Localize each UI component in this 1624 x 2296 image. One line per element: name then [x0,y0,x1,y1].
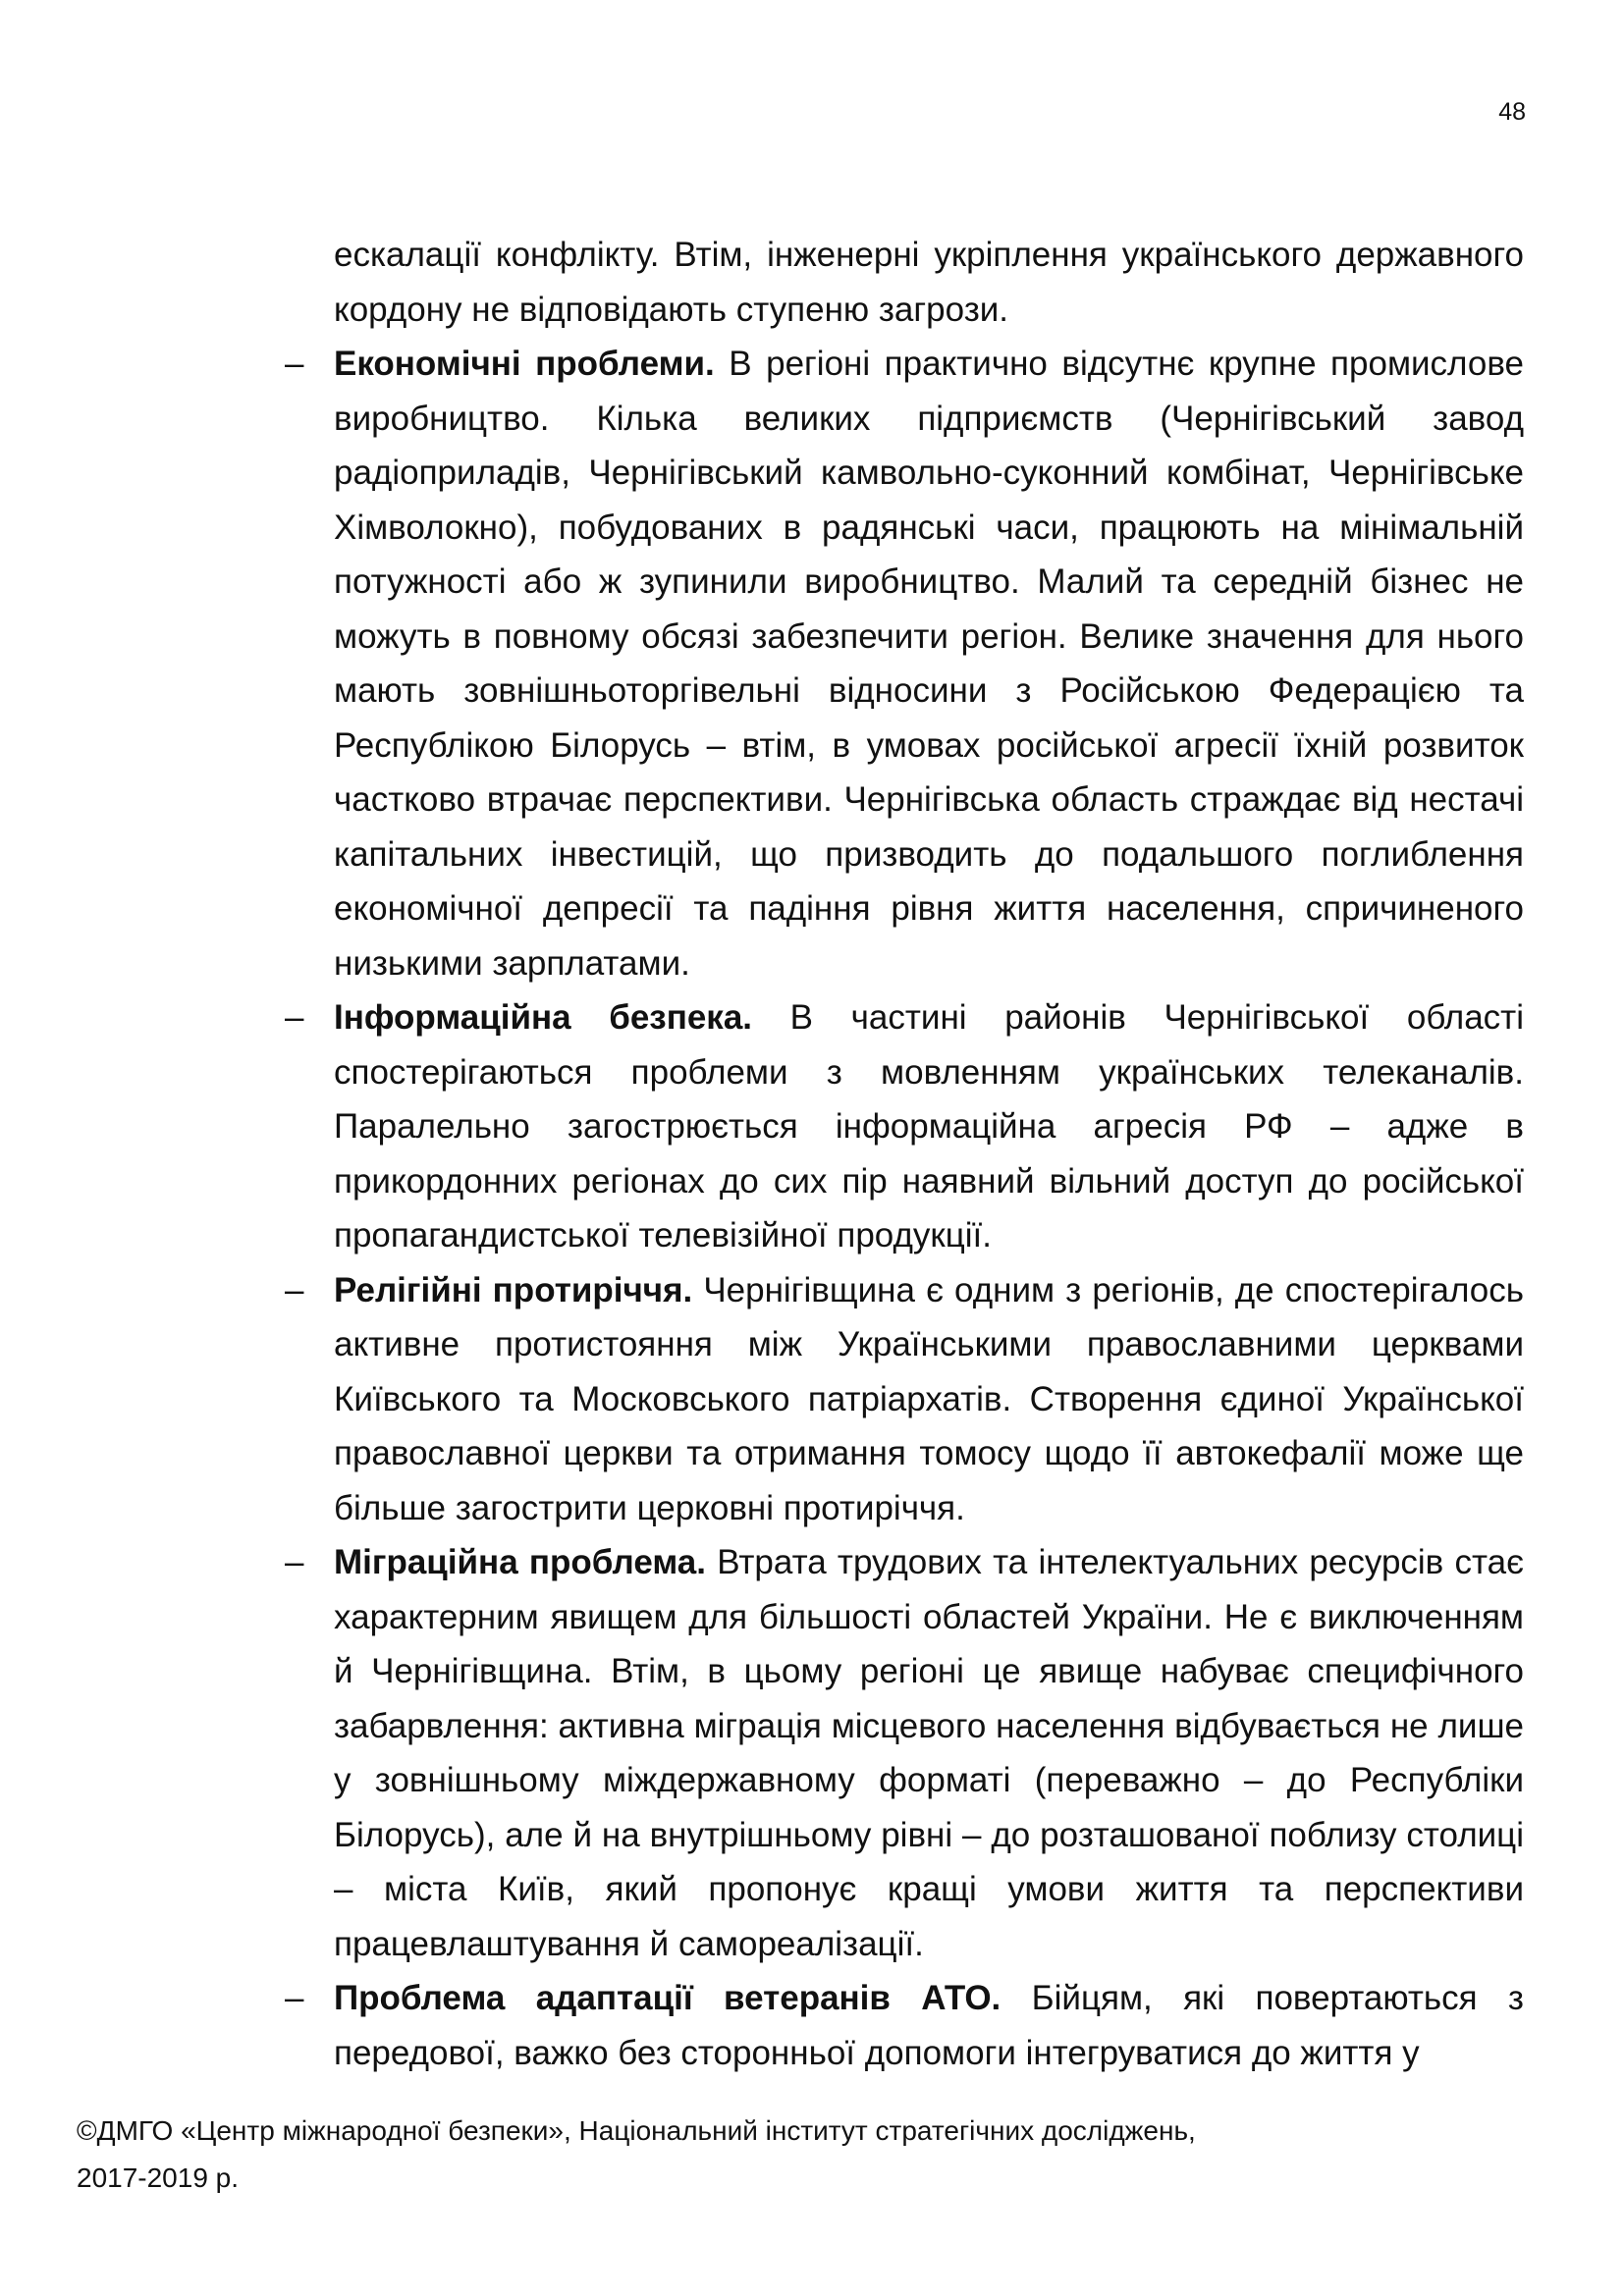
document-body [285,228,1524,2080]
page-footer [77,2108,1549,2202]
list-item-migration [285,1535,1524,1971]
item-title: Міграційна проблема. [334,1543,706,1581]
dash-bullet: – [285,998,304,1037]
dash-bullet: – [285,345,304,383]
problems-list [285,337,1524,2080]
footer-copyright: ©ДМГО «Центр міжнародної безпеки», Національний інститут стратегічних досліджень, [77,2115,1196,2146]
page-number: 48 [1498,98,1526,126]
list-item-veterans [285,1971,1524,2080]
item-title: Економічні проблеми. [334,345,715,383]
list-item-information [285,990,1524,1263]
footer-years: 2017-2019 р. [77,2163,240,2193]
item-text: Втрата трудових та інтелектуальних ресурсів стає характерним явищем для більшості областей України. Не є виключенням й Чернігівщина. Втім, в цьому регіоні це явище набуває специфічного забарвлення: активна міграція місцевого населення відбувається не лише у зовнішньому міждержавному форматі (переважно – до Республіки Білорусь), але й на внутрішньому рівні – до розташованої поблизу столиці – міста Київ, який пропонує кращі умови життя та перспективи працевлаштування й самореалізації. [334,1543,1524,1963]
item-text: Бійцям, які повертаються з передової, важко без сторонньої допомоги інтегруватися до життя у [334,1979,1524,2072]
dash-bullet: – [285,1270,304,1309]
item-title: Релігійні протиріччя. [334,1270,693,1309]
list-item-religious [285,1263,1524,1536]
item-text: В регіоні практично відсутнє крупне промислове виробництво. Кілька великих підприємств (Чернігівський завод радіоприладів, Чернігівський камвольно-суконний комбінат, Чернігівське Хімволокно), побудованих в радянські часи, працюють на мінімальній потужності або ж зупинили виробництво. Малий та середній бізнес не можуть в повному обсязі забезпечити регіон. Велике значення для нього мають зовнішньоторгівельні відносини з Російською Федерацією та Республікою Білорусь – втім, в умовах російської агресії їхній розвиток частково втрачає перспективи. Чернігівська область страждає від нестачі капітальних інвестицій, що призводить до подальшого поглиблення економічної депресії та падіння рівня життя населення, спричиненого низькими зарплатами. [334,345,1525,983]
item-title: Інформаційна безпека. [334,998,753,1037]
dash-bullet: – [285,1979,304,2017]
intro-paragraph: ескалації конфлікту. Втім, інженерні укріплення українського державного кордону не відповідають ступеню загрози. [334,236,1524,329]
item-title: Проблема адаптації ветеранів АТО. [334,1979,1001,2017]
dash-bullet: – [285,1543,304,1581]
item-text: Чернігівщина є одним з регіонів, де спостерігалось активне протистояння між Українськими православними церквами Київського та Московського патріархатів. Створення єдиної Української православної церкви та отримання томосу щодо її автокефалії може ще більше загострити церковні протиріччя. [334,1270,1524,1527]
list-item-economic [285,337,1524,990]
item-text: В частині районів Чернігівської області спостерігаються проблеми з мовленням українських телеканалів. Паралельно загострюється інформаційна агресія РФ – адже в прикордонних регіонах до сих пір наявний вільний доступ до російської пропагандистської телевізійної продукції. [334,998,1524,1255]
